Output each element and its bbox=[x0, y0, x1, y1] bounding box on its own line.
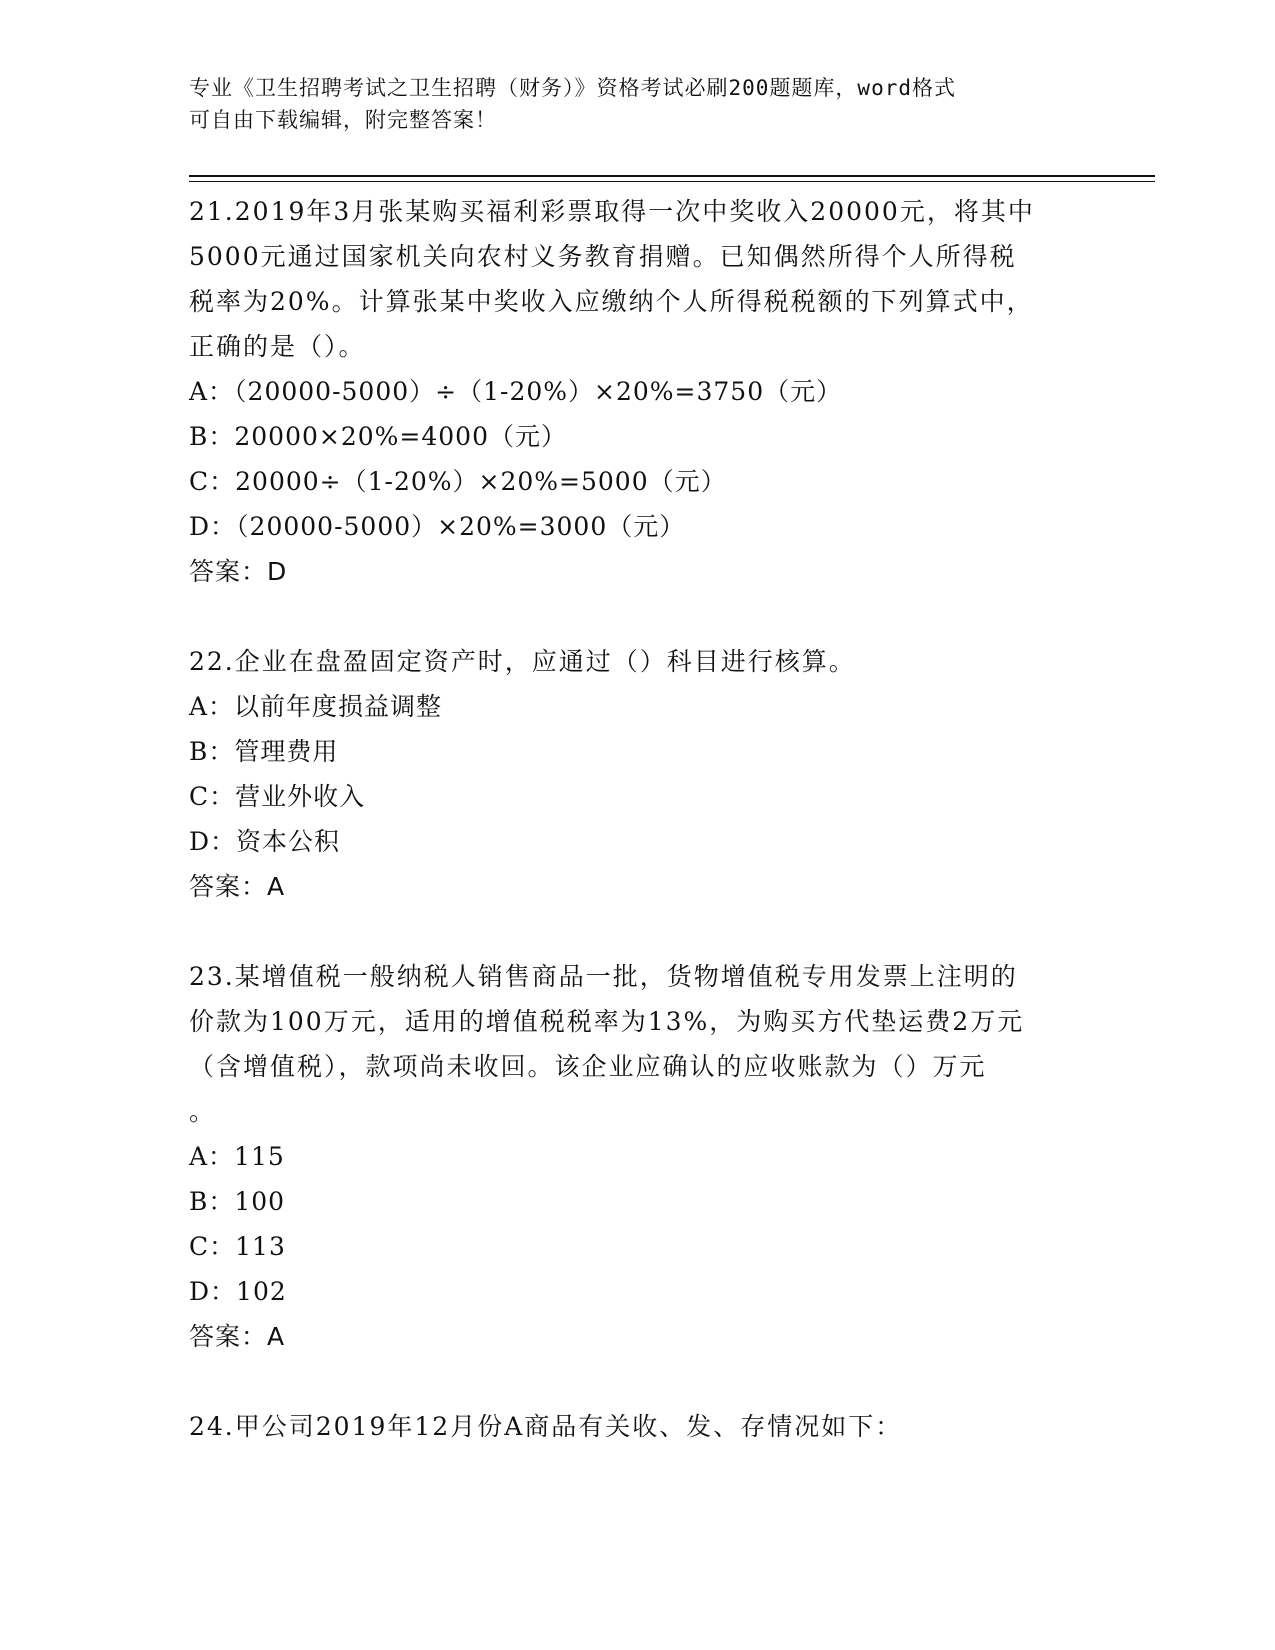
question-list bbox=[189, 189, 1089, 1449]
option-c: C：营业外收入 bbox=[189, 782, 366, 811]
question-stem-line: 22.企业在盘盈固定资产时，应通过（）科目进行核算。 bbox=[189, 647, 856, 676]
header-line-2: 可自由下载编辑，附完整答案！ bbox=[189, 108, 497, 132]
option-d: D：（20000-5000）×20%=3000（元） bbox=[189, 512, 686, 541]
option-a: A：（20000-5000）÷（1-20%）×20%=3750（元） bbox=[189, 377, 843, 406]
answer-label: 答案：A bbox=[189, 1322, 286, 1351]
option-b: B：100 bbox=[189, 1187, 286, 1216]
question-spacer bbox=[189, 909, 1089, 954]
header-line-1: 专业《卫生招聘考试之卫生招聘（财务）》资格考试必刷200题题库，word格式 bbox=[189, 76, 956, 100]
question-stem-line: 23.某增值税一般纳税人销售商品一批，货物增值税专用发票上注明的 bbox=[189, 962, 1018, 991]
question-spacer bbox=[189, 594, 1089, 639]
document-header bbox=[189, 72, 1089, 136]
header-divider-thick bbox=[189, 175, 1155, 177]
option-b: B：管理费用 bbox=[189, 737, 339, 766]
answer-label: 答案：A bbox=[189, 872, 286, 901]
option-d: D：资本公积 bbox=[189, 827, 341, 856]
question-stem-line: （含增值税），款项尚未收回。该企业应确认的应收账款为（）万元 bbox=[189, 1052, 987, 1081]
question-22 bbox=[189, 639, 1089, 909]
option-a: A：以前年度损益调整 bbox=[189, 692, 443, 721]
question-stem-line: 价款为100万元，适用的增值税税率为13%，为购买方代垫运费2万元 bbox=[189, 1007, 1025, 1036]
option-c: C：20000÷（1-20%）×20%=5000（元） bbox=[189, 467, 727, 496]
question-spacer bbox=[189, 1359, 1089, 1404]
question-stem-line: 21.2019年3月张某购买福利彩票取得一次中奖收入20000元，将其中 bbox=[189, 197, 1035, 226]
question-stem-line: 5000元通过国家机关向农村义务教育捐赠。已知偶然所得个人所得税 bbox=[189, 242, 1017, 271]
answer-label: 答案：D bbox=[189, 557, 288, 586]
question-23 bbox=[189, 954, 1089, 1359]
question-24 bbox=[189, 1404, 1089, 1449]
option-b: B：20000×20%=4000（元） bbox=[189, 422, 567, 451]
question-stem-line: 税率为20%。计算张某中奖收入应缴纳个人所得税税额的下列算式中， bbox=[189, 287, 1034, 316]
question-stem-line: 正确的是（）。 bbox=[189, 332, 366, 361]
question-21 bbox=[189, 189, 1089, 594]
header-divider-thin bbox=[189, 181, 1155, 182]
question-stem-line: 。 bbox=[189, 1097, 217, 1126]
option-c: C：113 bbox=[189, 1232, 286, 1261]
question-stem-line: 24.甲公司2019年12月份A商品有关收、发、存情况如下： bbox=[189, 1412, 903, 1441]
option-a: A：115 bbox=[189, 1142, 285, 1171]
option-d: D：102 bbox=[189, 1277, 287, 1306]
